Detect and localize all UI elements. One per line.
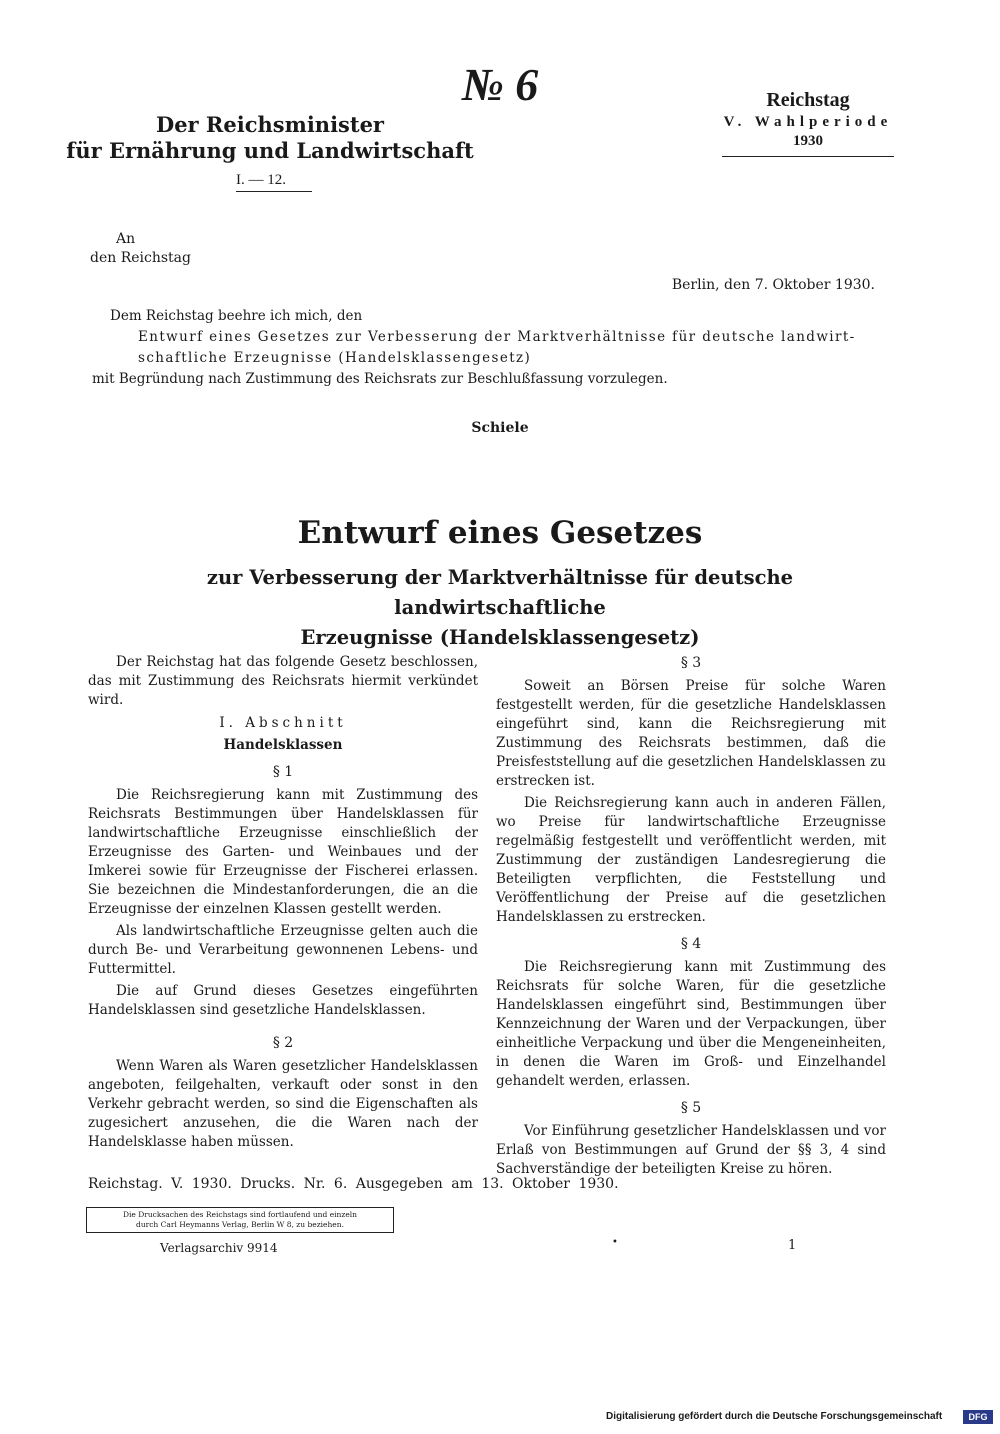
paragraph-2-text: Wenn Waren als Waren gesetzlicher Handelsklassen angeboten, feilgehalten, verkauft oder sonst in den Verkehr gebracht werden, so sind die Eigenschaften als zugesichert anzusehen, die die Waren nach der Handelsklasse haben müssen.	[88, 1058, 478, 1150]
reichstag-underline	[722, 156, 894, 157]
left-column	[88, 653, 478, 1155]
cover-intro: Dem Reichstag beehre ich mich, den	[110, 308, 363, 324]
paragraph-5-heading: § 5	[680, 1100, 702, 1116]
paragraph-3-text-b: Die Reichsregierung kann auch in anderen Fällen, wo Preise für landwirtschaftliche Erzeugnisse regelmäßig festgestellt und veröffentlicht werden, mit Zustimmung der zuständigen Landesregierung die Beteiligten verpflichten, die Feststellung und Veröffentlichung der Preise auf die gesetzlichen Handelsklassen zu erstrecken.	[496, 795, 886, 925]
archive-number: Verlagsarchiv 9914	[160, 1241, 278, 1255]
law-title: Entwurf eines Gesetzes	[297, 515, 703, 551]
issuing-ministry	[60, 112, 480, 164]
paragraph-2-heading: § 2	[272, 1035, 294, 1051]
ministry-line-2: für Ernährung und Landwirtschaft	[66, 138, 474, 163]
dateline: Berlin, den 7. Oktober 1930.	[671, 277, 875, 293]
paragraph-1-text-a: Die Reichsregierung kann mit Zustimmung des Reichsrats Bestimmungen über Handelsklassen für landwirtschaftliche Erzeugnisse einschließlich der Erzeugnisse des Garten- und Weinbaues und der Imkerei sowie für Erzeugnisse der Fischerei erlassen. Sie bezeichnen die Mindestanforderungen, die an die Erzeugnisse der einzelnen Klassen gestellt werden.	[88, 787, 478, 917]
paragraph-1-text-c: Die auf Grund dieses Gesetzes eingeführten Handelsklassen sind gesetzliche Handelsklassen.	[88, 983, 478, 1018]
paragraph-4-text: Die Reichsregierung kann mit Zustimmung des Reichsrats für solche Waren, für die gesetzliche Handelsklassen eingeführt sind, Bestimmungen über Kennzeichnung der Waren und der Verpackungen, über einheitliche Verpackung und über die Mengeneinheiten, in denen die Waren im Groß- und Einzelhandel gehandelt werden, erlassen.	[496, 959, 886, 1089]
digitization-note: Digitalisierung gefördert durch die Deutsche Forschungsgemeinschaft	[606, 1411, 943, 1422]
publisher-notice-line-1: Die Drucksachen des Reichstags sind fortlaufend und einzeln	[123, 1210, 357, 1219]
signature: Schiele	[471, 420, 529, 436]
cover-closing: mit Begründung nach Zustimmung des Reichsrats zur Beschlußfassung vorzulegen.	[92, 371, 668, 387]
reichstag-block	[720, 88, 896, 150]
law-subtitle-line-2: Erzeugnisse (Handelsklassengesetz)	[300, 626, 700, 649]
year: 1930	[793, 133, 823, 149]
draft-title-line-2: schaftliche Erzeugnisse (Handelsklassengesetz)	[138, 350, 532, 366]
publisher-notice	[86, 1207, 394, 1233]
print-dot: •	[612, 1237, 618, 1248]
paragraph-5-text: Vor Einführung gesetzlicher Handelsklassen und vor Erlaß von Bestimmungen auf Grund der §§ 3, 4 sind Sachverständige der beteiligten Kreise zu hören.	[496, 1123, 886, 1177]
ministry-line-1: Der Reichsminister	[155, 112, 384, 137]
addressee-line-1: An	[116, 231, 136, 247]
section-title: Handelsklassen	[223, 737, 343, 753]
paragraph-1-heading: § 1	[272, 764, 294, 780]
page-number: 1	[788, 1238, 797, 1253]
cover-letter	[92, 306, 887, 390]
draft-title-line-1: Entwurf eines Gesetzes zur Verbesserung der Marktverhältnisse für deutsche landwirt-	[138, 329, 856, 345]
publisher-notice-line-2: durch Carl Heymanns Verlag, Berlin W 8, zu beziehen.	[136, 1220, 344, 1229]
law-subtitle	[100, 563, 900, 653]
paragraph-4-heading: § 4	[680, 936, 702, 952]
addressee	[90, 230, 191, 268]
paragraph-1-text-b: Als landwirtschaftliche Erzeugnisse gelten auch die durch Be- und Verarbeitung gewonnenen Lebens- und Futtermittel.	[88, 923, 478, 977]
addressee-line-2: den Reichstag	[90, 250, 191, 266]
paragraph-3-text-a: Soweit an Börsen Preise für solche Waren festgestellt werden, für die gesetzliche Handelsklassen eingeführt sind, kann die Reichsregierung mit Zustimmung des Reichsrats bestimmen, daß die Preisfeststellung auf die gesetzlichen Handelsklassen zu erstrecken ist.	[496, 678, 886, 789]
preamble: Der Reichstag hat das folgende Gesetz beschlossen, das mit Zustimmung des Reichsrats hiermit verkündet wird.	[88, 654, 478, 708]
right-column	[496, 654, 886, 1182]
reference-underline	[236, 191, 312, 192]
paragraph-3-heading: § 3	[680, 655, 702, 671]
reichstag-label: Reichstag	[766, 89, 850, 111]
file-reference: I. — 12.	[236, 172, 286, 188]
legislative-period: V. Wahlperiode	[723, 114, 893, 130]
dfg-logo: DFG	[963, 1410, 993, 1424]
section-heading: I. Abschnitt	[219, 715, 347, 731]
law-subtitle-line-1: zur Verbesserung der Marktverhältnisse für deutsche landwirtschaftliche	[206, 566, 794, 619]
imprint-line: Reichstag. V. 1930. Drucks. Nr. 6. Ausgegeben am 13. Oktober 1930.	[88, 1176, 619, 1192]
document-number: № 6	[461, 59, 539, 110]
